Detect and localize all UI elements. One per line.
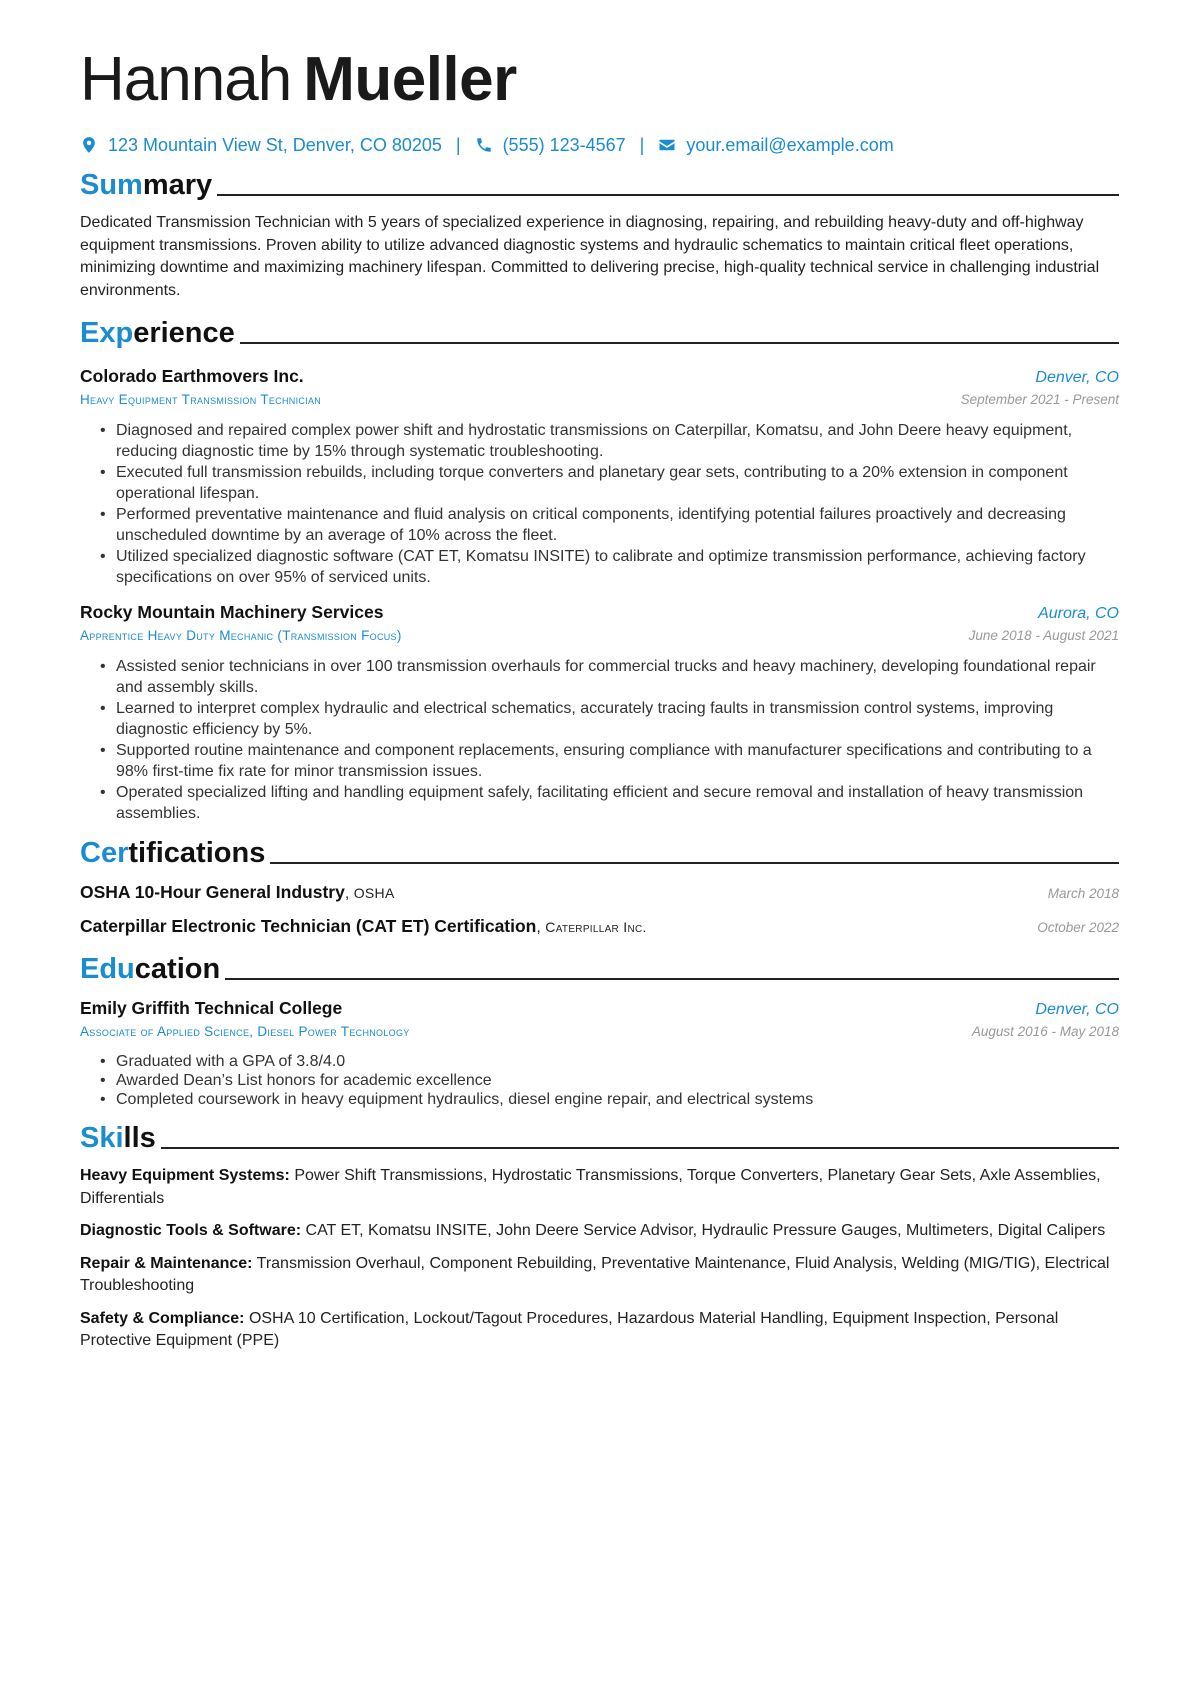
section-rule [225,978,1119,980]
job-bullet: • Assisted senior technicians in over 100 transmission overhauls for commercial trucks and heavy machinery, developing foundational repair and assembly skills. [116,656,1119,698]
education-dates: August 2016 - May 2018 [971,1024,1119,1039]
envelope-icon [658,136,676,154]
summary-text: Dedicated Transmission Technician with 5 years of specialized experience in diagnosing, repairing, and rebuilding heavy-duty and off-highway equipment transmissions. Proven ability to utilize advanced diagnostic systems and hydraulic schematics to maintain critical fleet operations, minimizing downtime and maximizing machinery lifespan. Committed to delivering precise, high-quality technical service in challenging industrial environments. [80,214,1100,299]
job-title: Apprentice Heavy Duty Mechanic (Transmission Focus) [80,628,402,643]
skill-list: OSHA 10 Certification, Lockout/Tagout Procedures, Hazardous Material Handling, Equipment Inspection, Personal Protective Equipment (PPE) [80,1309,1059,1349]
job-entry [80,364,1119,588]
skill-group [80,1220,1119,1243]
skill-group [80,1165,1119,1210]
education-bullets [80,1052,1119,1109]
section-rule [161,1147,1119,1149]
job-entry [80,600,1119,824]
contact-separator: | [639,134,645,155]
section-rule [270,862,1119,864]
job-bullets [80,656,1119,824]
skill-list: Power Shift Transmissions, Hydrostatic Transmissions, Torque Converters, Planetary Gear Sets, Axle Assemblies, Differentials [80,1167,1101,1207]
map-pin-icon [80,136,98,154]
summary-heading: Summary [80,168,1119,202]
phone-icon [475,136,493,154]
education-entry [80,996,1119,1109]
job-dates: June 2018 - August 2021 [968,628,1119,643]
job-bullet: • Utilized specialized diagnostic software (CAT ET, Komatsu INSITE) to calibrate and optimize transmission performance, achieving factory specifications on over 95% of serviced units. [116,546,1119,588]
education-bullet: • Completed coursework in heavy equipment hydraulics, diesel engine repair, and electrical systems [116,1090,1119,1109]
school-name: Emily Griffith Technical College [80,998,343,1018]
company-name: Rocky Mountain Machinery Services [80,602,384,622]
last-name: Mueller [303,45,517,114]
certification-item: Caterpillar Electronic Technician (CAT ET) Certification, Caterpillar Inc. October 2022 [80,916,1119,936]
skills-heading: Skills [80,1121,1119,1155]
skill-group [80,1308,1119,1353]
job-location: Aurora, CO [1038,605,1119,622]
skill-label: Repair & Maintenance: [80,1254,253,1272]
skill-label: Diagnostic Tools & Software: [80,1222,302,1239]
contact-separator: | [455,134,461,155]
candidate-name [80,38,1119,122]
resume-page [80,38,1119,1353]
cert-date: October 2022 [1037,920,1119,935]
contact-email[interactable] [658,135,893,156]
job-bullet: • Operated specialized lifting and handling equipment safely, facilitating efficient and secure removal and installation of heavy transmission assemblies. [116,782,1119,824]
certifications-heading: Certifications [80,836,1119,870]
cert-name: OSHA 10-Hour General Industry [80,882,345,902]
email-link[interactable]: your.email@example.com [686,134,894,155]
job-dates: September 2021 - Present [960,392,1119,407]
first-name: Hannah [80,45,292,114]
company-name: Colorado Earthmovers Inc. [80,366,304,386]
cert-name: Caterpillar Electronic Technician (CAT ET) Certification [80,916,537,936]
contact-bar [80,132,1119,158]
phone-text: (555) 123-4567 [502,134,626,155]
job-bullet: • Diagnosed and repaired complex power shift and hydrostatic transmissions on Caterpillar, Komatsu, and John Deere heavy equipment, reducing diagnostic time by 15% through systematic troubleshooting. [116,420,1119,462]
education-bullet: • Awarded Dean’s List honors for academic excellence [116,1071,1119,1090]
job-bullets [80,420,1119,588]
address-text: 123 Mountain View St, Denver, CO 80205 [108,134,442,155]
degree-title: Associate of Applied Science, Diesel Power Technology [80,1024,410,1039]
job-location: Denver, CO [1035,369,1119,386]
contact-phone [475,135,626,156]
section-rule [240,342,1119,344]
job-title: Heavy Equipment Transmission Technician [80,392,322,407]
job-bullet: • Performed preventative maintenance and fluid analysis on critical components, identifying potential failures proactively and decreasing unscheduled downtime by an average of 10% across the fleet. [116,504,1119,546]
certification-item: OSHA 10-Hour General Industry, OSHA March 2018 [80,882,1119,902]
job-bullet: • Supported routine maintenance and component replacements, ensuring compliance with manufacturer specifications and contributing to a 98% first-time fix rate for minor transmission issues. [116,740,1119,782]
skill-group [80,1253,1119,1298]
section-rule [217,194,1119,196]
education-heading: Education [80,952,1119,986]
skill-label: Safety & Compliance: [80,1309,245,1327]
cert-issuer: Caterpillar Inc. [545,919,647,935]
education-bullet: • Graduated with a GPA of 3.8/4.0 [116,1052,1119,1071]
job-bullet: • Learned to interpret complex hydraulic and electrical schematics, accurately tracing faults in transmission control systems, improving diagnostic efficiency by 5%. [116,698,1119,740]
school-location: Denver, CO [1035,1001,1119,1018]
experience-heading: Experience [80,316,1119,350]
job-bullet: • Executed full transmission rebuilds, including torque converters and planetary gear sets, contributing to a 20% extension in component operational lifespan. [116,462,1119,504]
cert-date: March 2018 [1047,886,1119,901]
skill-list: CAT ET, Komatsu INSITE, John Deere Service Advisor, Hydraulic Pressure Gauges, Multimeters, Digital Calipers [305,1222,1106,1239]
cert-issuer: OSHA [353,885,395,901]
contact-address [80,135,442,156]
skill-label: Heavy Equipment Systems: [80,1167,290,1184]
skill-list: Transmission Overhaul, Component Rebuilding, Preventative Maintenance, Fluid Analysis, Welding (MIG/TIG), Electrical Troubleshooting [80,1254,1110,1294]
